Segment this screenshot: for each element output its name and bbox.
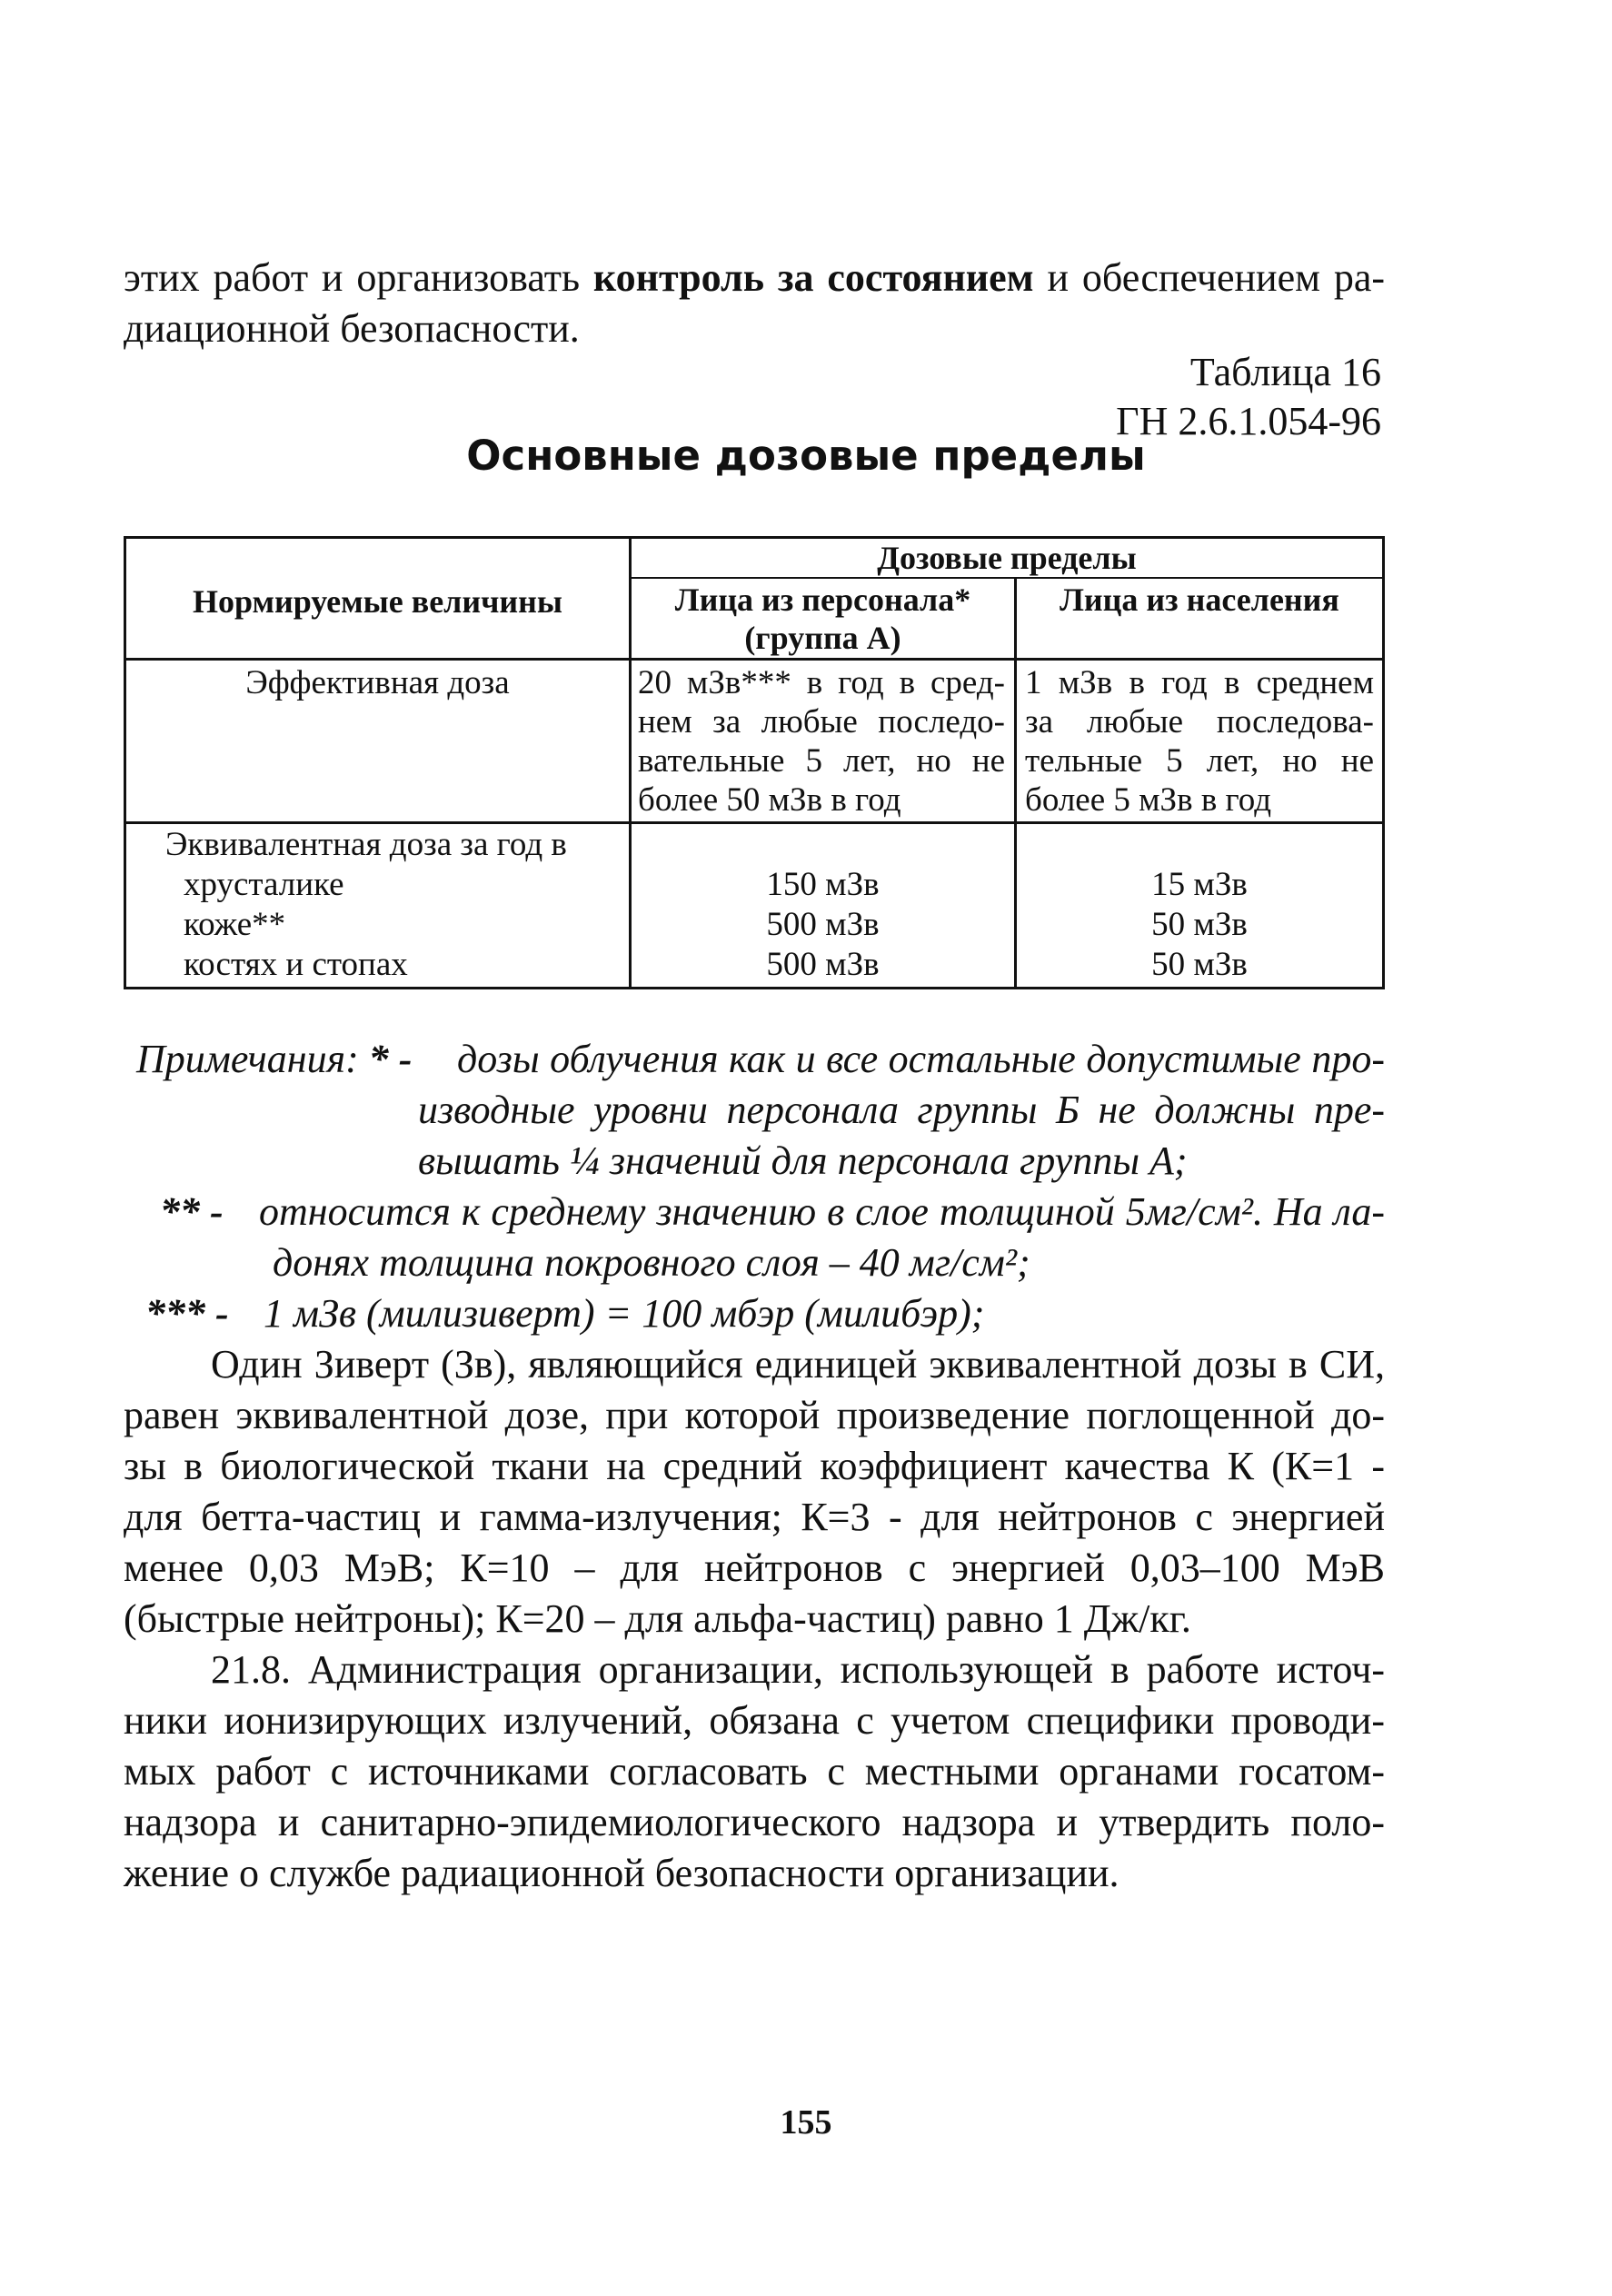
paragraph-2-line: 21.8. Администрация организации, использующей в работе источ- xyxy=(211,1647,1385,1692)
effective-staff-line: более 50 мЗв в год xyxy=(638,781,901,819)
notes-label: Примечания: xyxy=(136,1037,359,1081)
note-2-marker: ** - xyxy=(160,1189,224,1234)
header-quantities: Нормируемые величины xyxy=(192,583,563,620)
header-staff-group: (группа А) xyxy=(744,620,901,656)
intro-text: этих работ и организовать xyxy=(124,255,593,300)
table-border-bottom xyxy=(124,987,1385,989)
header-staff: Лица из персонала* xyxy=(674,581,971,618)
table-header-rule xyxy=(124,658,1385,661)
effective-public-line: тельные 5 лет, но не xyxy=(1025,742,1374,780)
bones-public-value: 50 мЗв xyxy=(1151,946,1248,983)
paragraph-2-line: надзора и санитарно-эпидемиологического надзора и утвердить поло- xyxy=(124,1800,1385,1844)
paragraph-1-line: менее 0,03 МэВ; К=10 – для нейтронов с энергией 0,03–100 МэВ xyxy=(124,1546,1385,1590)
note-2-line: донях толщина покровного слоя – 40 мг/см²; xyxy=(273,1240,1030,1285)
lens-staff-value: 150 мЗв xyxy=(766,866,880,903)
intro-line-1 xyxy=(124,254,1385,302)
paragraph-1-line: зы в биологической ткани на средний коэффициент качества К (К=1 - xyxy=(124,1444,1385,1488)
header-public: Лица из населения xyxy=(1060,581,1339,618)
note-1-line: изводные уровни персонала группы Б не должны пре- xyxy=(418,1088,1385,1132)
organ-lens: хрусталике xyxy=(184,866,344,903)
effective-staff-line: нем за любые последо- xyxy=(638,703,1005,740)
equivalent-dose-label: Эквивалентная доза за год в xyxy=(165,826,567,863)
bones-staff-value: 500 мЗв xyxy=(766,946,880,983)
dose-limits-table xyxy=(124,536,1385,990)
lens-public-value: 15 мЗв xyxy=(1151,866,1248,903)
note-3-line: 1 мЗв (милизиверт) = 100 мбэр (милибэр); xyxy=(264,1291,985,1336)
effective-public-line: за любые последова- xyxy=(1025,703,1374,740)
paragraph-1-line: для бетта-частиц и гамма-излучения; К=3 - для нейтронов с энергией xyxy=(124,1495,1385,1539)
header-dose-limits: Дозовые пределы xyxy=(877,540,1137,576)
intro-text: и обеспечением ра- xyxy=(1033,255,1386,300)
note-1-line: дозы облучения как и все остальные допустимые про- xyxy=(457,1037,1385,1081)
intro-bold-text: контроль за состоянием xyxy=(592,255,1034,300)
note-1-line: вышать ¼ значений для персонала группы А; xyxy=(418,1138,1188,1183)
effective-staff-line: 20 мЗв*** в год в сред- xyxy=(638,664,1005,701)
effective-public-line: более 5 мЗв в год xyxy=(1025,781,1272,819)
note-1-marker: * - xyxy=(358,1037,413,1081)
effective-dose-label: Эффективная доза xyxy=(245,664,510,701)
effective-staff-line: вательные 5 лет, но не xyxy=(638,742,1005,780)
note-2-line: относится к среднему значению в слое толщиной 5мг/см². На ла- xyxy=(259,1189,1385,1234)
paragraph-2-line: мых работ с источниками согласовать с местными органами госатом- xyxy=(124,1749,1385,1794)
table-title: Основные дозовые пределы xyxy=(466,432,1146,480)
paragraph-1-line: равен эквивалентной дозе, при которой произведение поглощенной до- xyxy=(124,1393,1385,1437)
paragraph-2-line: жение о службе радиационной безопасности организации. xyxy=(124,1851,1119,1895)
organ-skin: коже** xyxy=(184,906,286,943)
organ-bones-feet: костях и стопах xyxy=(184,946,408,983)
effective-public-line: 1 мЗв в год в среднем xyxy=(1025,664,1374,701)
skin-public-value: 50 мЗв xyxy=(1151,906,1248,943)
paragraph-1-line: Один Зиверт (Зв), являющийся единицей эквивалентной дозы в СИ, xyxy=(211,1342,1385,1387)
table-source: ГН 2.6.1.054-96 xyxy=(1116,399,1381,443)
paragraph-2-line: ники ионизирующих излучений, обязана с учетом специфики проводи- xyxy=(124,1698,1385,1743)
skin-staff-value: 500 мЗв xyxy=(766,906,880,943)
note-3-marker: *** - xyxy=(145,1291,229,1336)
table-row-rule xyxy=(124,821,1385,824)
page-number: 155 xyxy=(780,2103,832,2142)
intro-line-2: диационной безопасности. xyxy=(124,306,580,351)
table-border-right xyxy=(1382,536,1385,989)
notes-label-line xyxy=(136,1036,412,1083)
table-number: Таблица 16 xyxy=(1189,350,1381,394)
paragraph-1-line: (быстрые нейтроны); К=20 – для альфа-частиц) равно 1 Дж/кг. xyxy=(124,1596,1191,1641)
